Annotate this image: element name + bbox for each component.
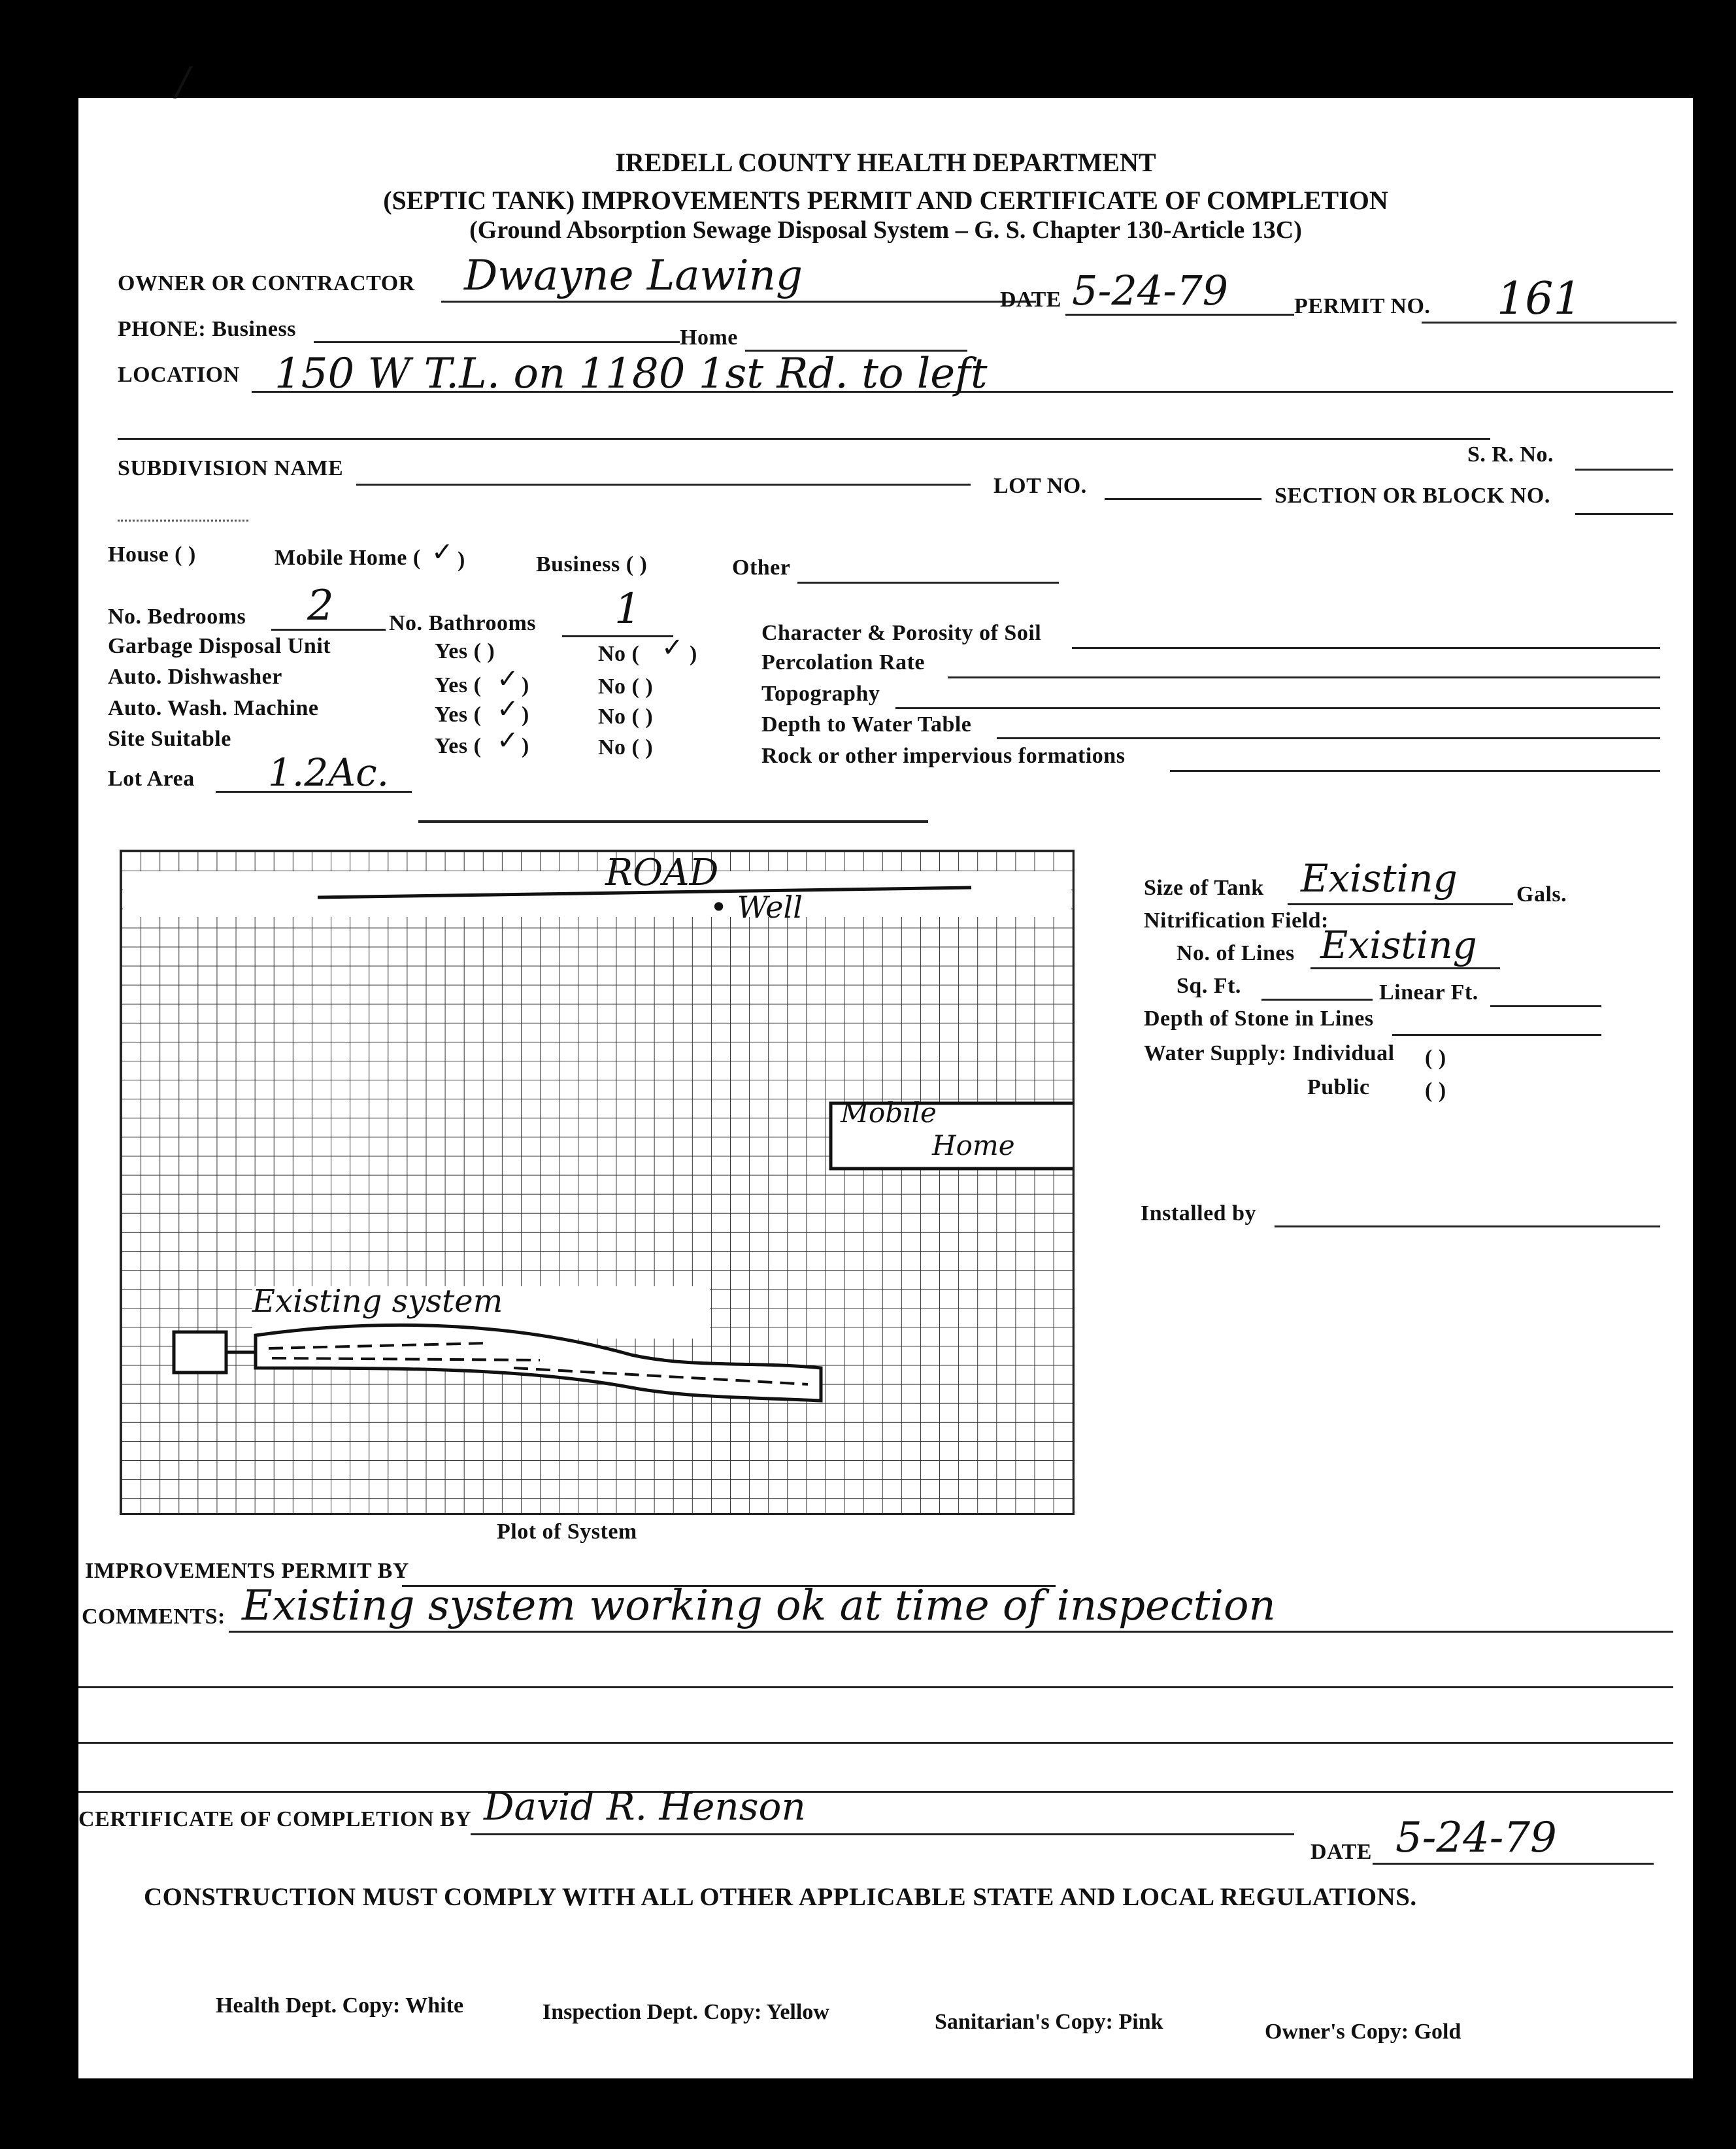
owner-line [441,301,1036,303]
comments-label: COMMENTS: [82,1605,225,1629]
plot-caption: Plot of System [497,1520,637,1544]
soil-line [1072,647,1660,649]
garbage-yes[interactable]: Yes ( ) [435,639,495,663]
copy-health: Health Dept. Copy: White [216,1993,464,2018]
copy-inspection: Inspection Dept. Copy: Yellow [542,2000,829,2024]
depth-stone-label: Depth of Stone in Lines [1144,1007,1374,1031]
dishwasher-label: Auto. Dishwasher [108,665,282,689]
water-table-label: Depth to Water Table [761,712,972,737]
installed-by-line [1275,1225,1660,1227]
grid-top-rule [418,820,928,823]
garbage-no-check[interactable]: ✓ [661,633,684,663]
installed-by-label: Installed by [1141,1201,1256,1225]
garbage-no-close: ) [690,642,697,666]
bedrooms-label: No. Bedrooms [108,605,246,629]
certificate-signature[interactable]: David R. Henson [484,1784,806,1829]
regulations-notice: CONSTRUCTION MUST COMPLY WITH ALL OTHER APPLICABLE STATE AND LOCAL REGULATIONS. [144,1883,1417,1911]
plot-road: ROAD [605,852,719,894]
lot-area-label: Lot Area [108,767,195,791]
owner-value[interactable]: Dwayne Lawing [464,252,803,300]
improvements-by-label: IMPROVEMENTS PERMIT BY [85,1559,409,1583]
nitrification-label: Nitrification Field: [1144,908,1329,933]
comments-line-4 [78,1791,1673,1793]
site-suitable-label: Site Suitable [108,727,231,751]
site-yes-check[interactable]: ✓ [497,725,519,756]
percolation-label: Percolation Rate [761,650,926,675]
mobile-home-close: ) [458,548,465,572]
topography-label: Topography [761,682,880,706]
percolation-line [948,676,1660,678]
mobile-home-label: Mobile Home ( [275,546,421,570]
permit-no-label: PERMIT NO. [1294,294,1431,318]
separator [118,520,248,522]
wash-no[interactable]: No ( ) [598,705,654,729]
water-public-box[interactable]: ( ) [1425,1078,1446,1103]
plot-mobile-2: Home [932,1129,1015,1161]
page-mark: / [176,59,190,105]
water-table-line [997,737,1660,739]
phone-business-label: PHONE: Business [118,317,296,341]
form-title: (SEPTIC TANK) IMPROVEMENTS PERMIT AND CERTIFICATE OF COMPLETION [383,186,1388,215]
lot-no-label: LOT NO. [993,474,1087,498]
permit-form [78,59,1693,2078]
owner-label: OWNER OR CONTRACTOR [118,271,415,295]
sr-no-line [1575,469,1673,471]
gals-label: Gals. [1516,882,1567,907]
bathrooms-line [562,635,673,637]
wash-machine-label: Auto. Wash. Machine [108,696,319,720]
water-individual-box[interactable]: ( ) [1425,1046,1446,1070]
other-line [797,582,1059,584]
comments-line-1 [229,1631,1673,1633]
date2-line [1373,1863,1654,1865]
plot-existing-system: Existing system [252,1283,503,1320]
sq-ft-label: Sq. Ft. [1177,974,1241,998]
department-title: IREDELL COUNTY HEALTH DEPARTMENT [615,148,1156,177]
plot-sketch [122,852,1073,1513]
location-label: LOCATION [118,363,240,387]
date2-label: DATE [1310,1840,1372,1864]
subdivision-label: SUBDIVISION NAME [118,456,344,480]
bathrooms-label: No. Bathrooms [389,611,536,635]
site-yes-close: ) [522,734,529,758]
dishwasher-yes[interactable]: Yes ( [435,673,482,697]
size-tank-line [1288,903,1513,905]
bedrooms-value[interactable]: 2 [307,582,334,630]
house-label: House ( ) [108,542,196,567]
dishwasher-no[interactable]: No ( ) [598,675,654,699]
mobile-home-check[interactable]: ✓ [431,537,454,567]
copy-owner: Owner's Copy: Gold [1265,2020,1461,2044]
size-tank-label: Size of Tank [1144,876,1264,900]
no-lines-line [1310,967,1500,969]
dishwasher-yes-close: ) [522,673,529,697]
site-no[interactable]: No ( ) [598,735,654,759]
topography-line [895,707,1660,709]
site-yes[interactable]: Yes ( [435,734,482,758]
lot-no-line [1105,498,1261,500]
permit-no-value[interactable]: 161 [1497,273,1582,325]
water-public-label: Public [1307,1075,1370,1099]
section-label: SECTION OR BLOCK NO. [1275,484,1550,508]
business-label: Business ( ) [536,552,648,576]
sq-ft-line [1261,999,1373,1001]
garbage-label: Garbage Disposal Unit [108,634,331,658]
wash-yes-close: ) [522,703,529,727]
size-tank-value[interactable]: Existing [1301,856,1458,901]
sr-no-label: S. R. No. [1467,442,1554,467]
form-subtitle: (Ground Absorption Sewage Disposal System – G. S. Chapter 130-Article 13C) [469,216,1302,244]
no-lines-label: No. of Lines [1177,941,1295,965]
no-lines-value[interactable]: Existing [1320,923,1477,967]
plot-mobile-1: Mobile [841,1097,937,1129]
certificate-by-line [471,1833,1294,1835]
linear-ft-label: Linear Ft. [1379,980,1478,1005]
location-line-2 [118,438,1490,440]
comments-value[interactable]: Existing system working ok at time of inspection [242,1582,1276,1630]
plot-grid [120,850,1075,1515]
soil-label: Character & Porosity of Soil [761,621,1042,645]
rock-label: Rock or other impervious formations [761,744,1126,768]
other-label: Other [732,556,791,580]
bathrooms-value[interactable]: 1 [614,585,641,633]
date-label: DATE [1000,288,1061,312]
comments-line-3 [78,1742,1673,1744]
rock-line [1170,770,1660,772]
wash-yes-check[interactable]: ✓ [497,694,519,724]
comments-line-2 [78,1686,1673,1688]
lot-area-value[interactable]: 1.2Ac. [268,750,390,795]
subdivision-line [356,484,971,486]
certificate-by-label: CERTIFICATE OF COMPLETION BY [78,1807,472,1831]
wash-yes[interactable]: Yes ( [435,703,482,727]
plot-well: • Well [710,890,803,925]
linear-ft-line [1490,1005,1601,1007]
copy-sanitarian: Sanitarian's Copy: Pink [935,2010,1163,2034]
home-label: Home [680,325,738,350]
date2-value[interactable]: 5-24-79 [1395,1814,1557,1862]
water-individual-label: Water Supply: Individual [1144,1041,1395,1065]
location-value[interactable]: 150 W T.L. on 1180 1st Rd. to left [275,350,988,398]
date-value[interactable]: 5-24-79 [1072,267,1229,314]
section-line [1575,513,1673,515]
depth-stone-line [1392,1034,1601,1036]
phone-business-line [314,341,680,343]
dishwasher-yes-check[interactable]: ✓ [497,664,519,694]
garbage-no[interactable]: No ( [598,642,640,666]
